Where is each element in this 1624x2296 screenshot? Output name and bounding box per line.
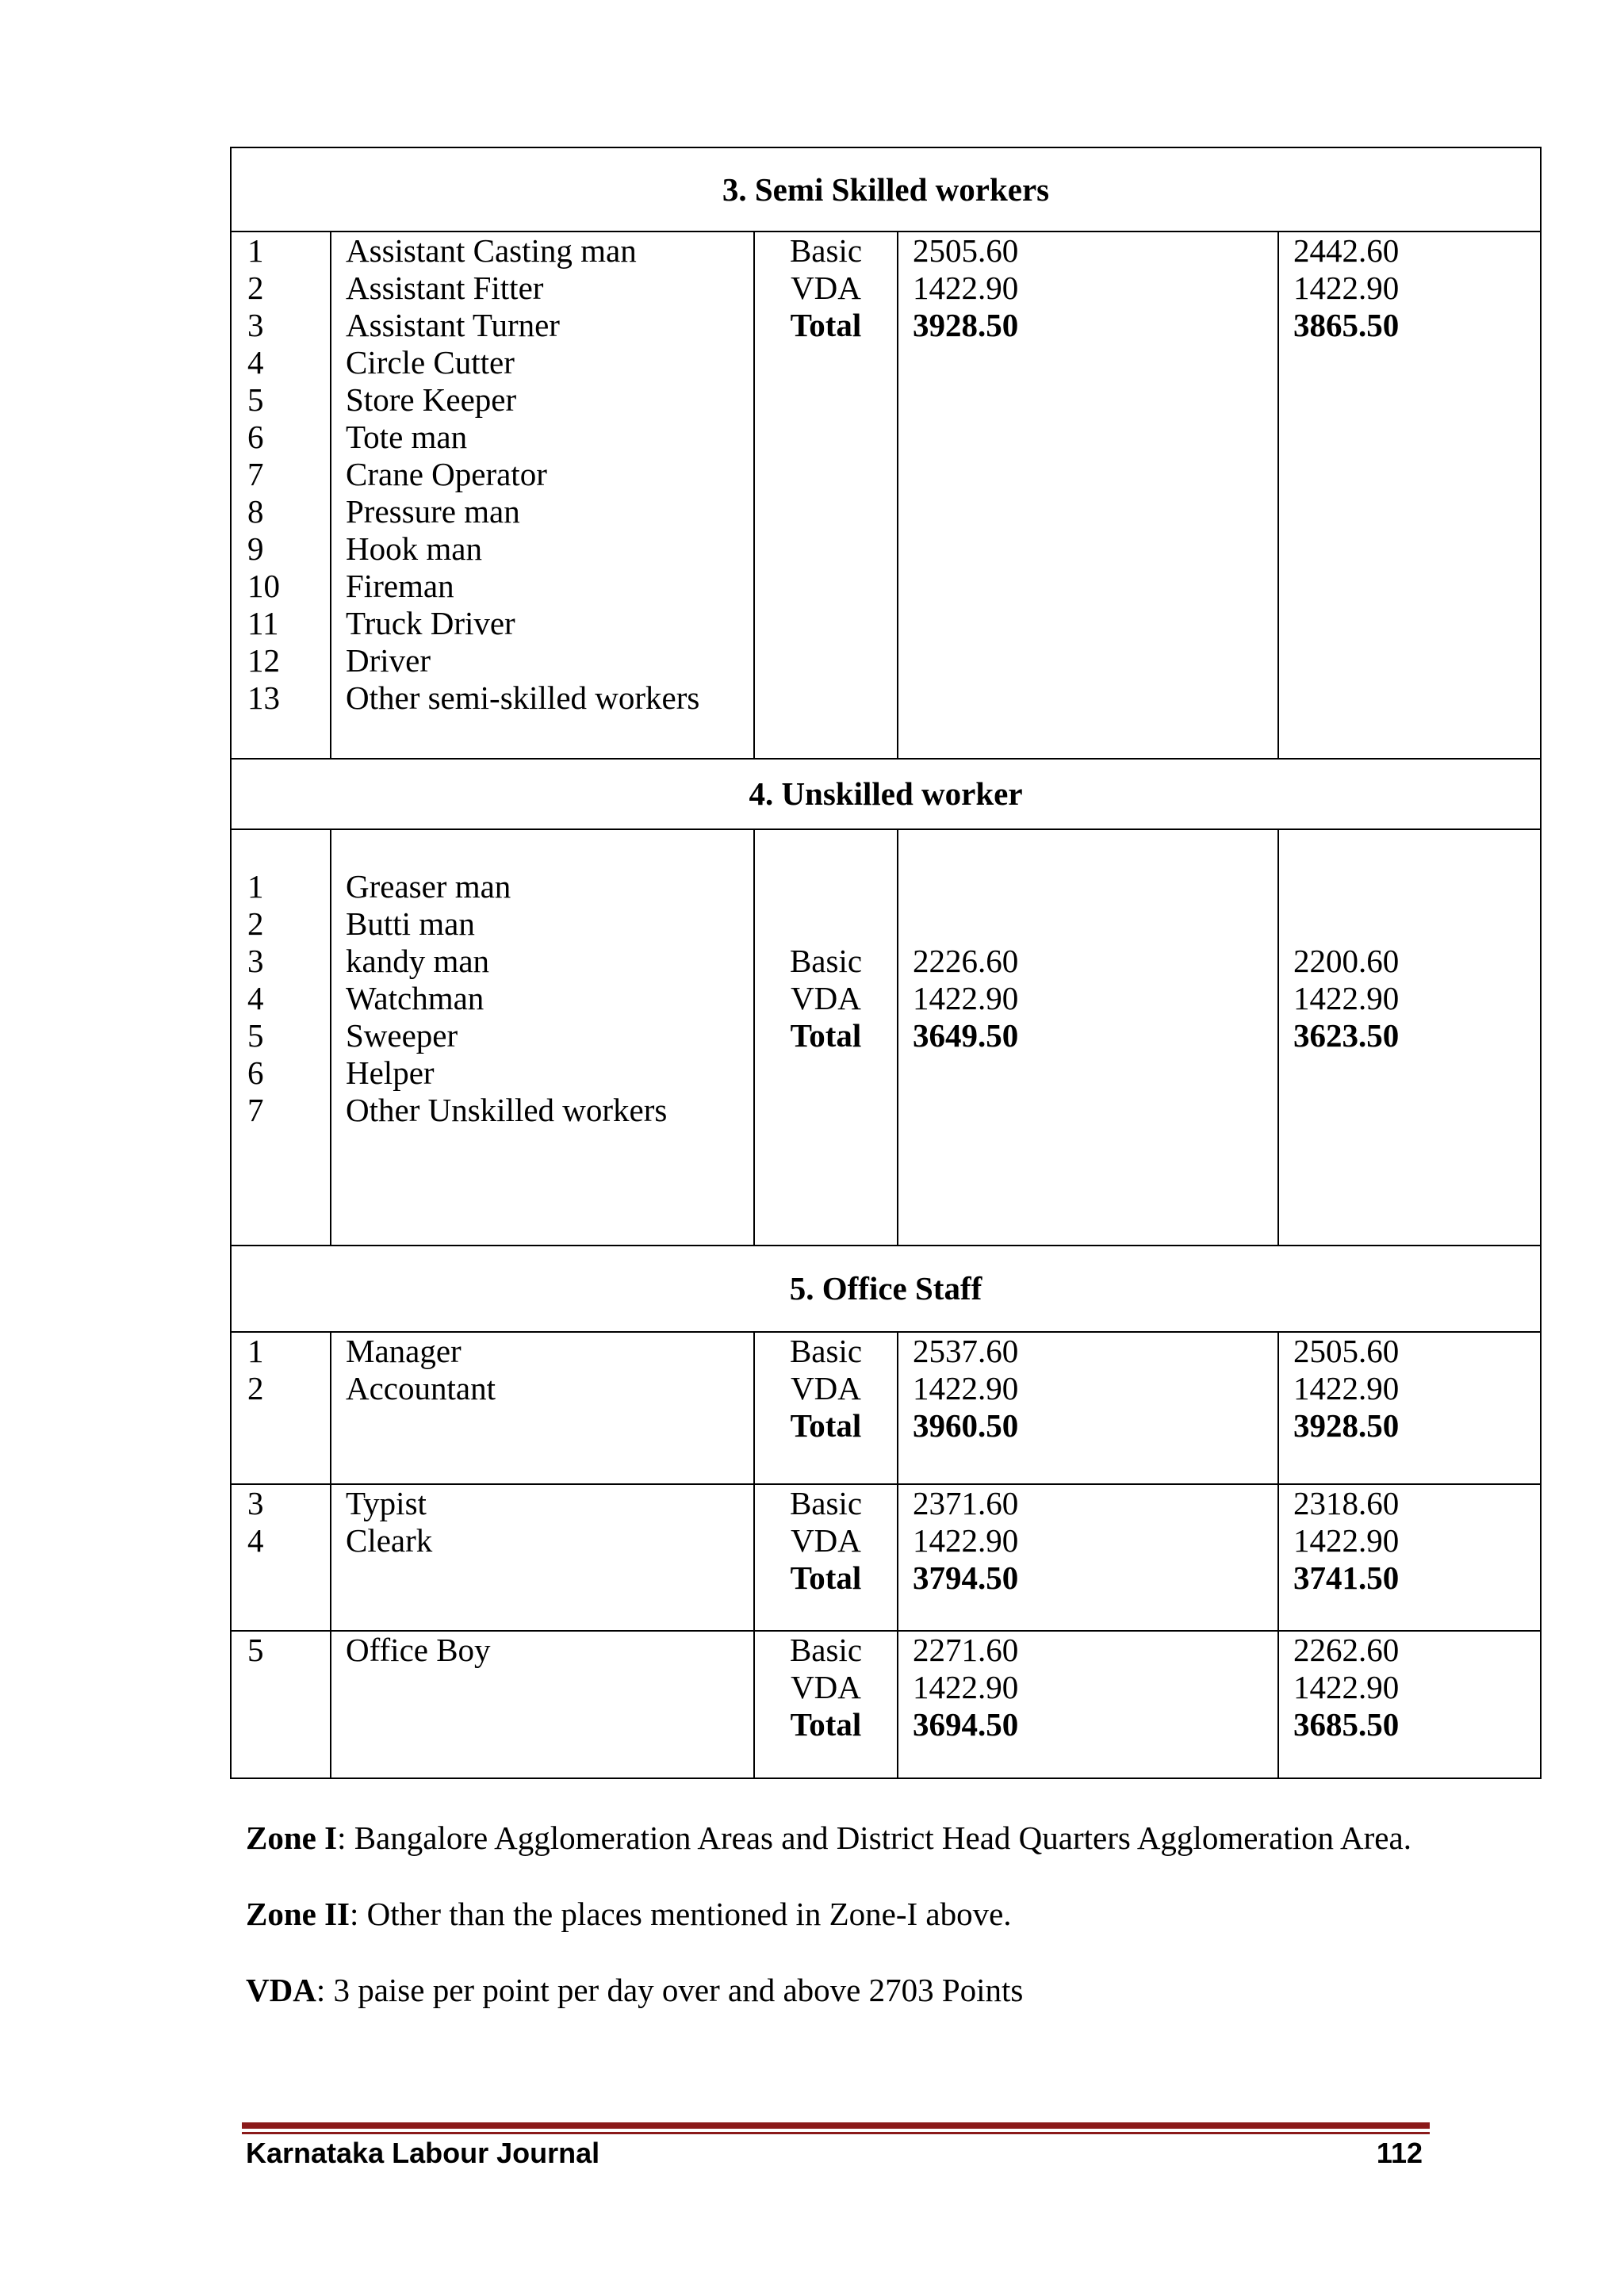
cell-line: 2505.60 [913,232,1019,269]
cell-line: 5 [247,1017,264,1054]
cell-line: Helper [346,1054,435,1091]
note-text: : Other than the places mentioned in Zone-I above. [350,1896,1012,1932]
cell-line: Hook man [346,530,482,567]
cell-line: Basic [789,1485,863,1521]
cell-line: 6 [247,419,264,455]
cell-line: VDA [791,980,861,1016]
cell-line: 11 [247,605,279,641]
cell-line: Assistant Turner [346,307,560,343]
cell-line: 13 [247,679,280,716]
designation-cell [331,1631,754,1778]
cell-line: 6 [247,1054,264,1091]
cell-line: 1 [247,1333,264,1369]
zone-i-note [246,1820,1411,1857]
section-title-unskilled: 4. Unskilled worker [231,759,1541,829]
cell-line: 1422.90 [1293,1669,1400,1705]
footer-divider-thin [242,2132,1430,2134]
cell-line: 4 [247,1522,264,1559]
note-text: : Bangalore Agglomeration Areas and District Head Quarters Agglomeration Area. [337,1820,1411,1856]
component-cell [754,232,898,759]
zone2-wage-cell [1278,1484,1541,1631]
cell-line: Fireman [346,568,454,604]
designation-cell [331,829,754,1246]
cell-line: Watchman [346,980,485,1016]
zone-ii-note [246,1896,1012,1933]
wage-table [230,147,1542,1779]
cell-line: 1422.90 [913,270,1019,306]
cell-line: 9 [247,530,264,567]
cell-line: Total [790,1017,862,1054]
cell-line: Tote man [346,419,468,455]
cell-line: 2537.60 [913,1333,1019,1369]
section-title-semi-skilled: 3. Semi Skilled workers [231,147,1541,232]
serial-number-cell [231,1484,331,1631]
serial-number-cell [231,1631,331,1778]
zone2-wage-cell [1278,1631,1541,1778]
cell-line: Butti man [346,905,475,942]
cell-line: 2 [247,270,264,306]
component-cell [754,1484,898,1631]
note-text: : 3 paise per point per day over and above 2703 Points [316,1972,1024,2008]
cell-line: VDA [791,1522,861,1559]
cell-line: Circle Cutter [346,344,515,381]
cell-line: Basic [789,1632,863,1668]
cell-line: Total [790,307,862,343]
section-header-row [231,1246,1541,1332]
cell-line: 1 [247,868,264,905]
section-header-row [231,759,1541,829]
vda-note [246,1972,1023,2009]
designation-cell [331,1332,754,1484]
cell-line: Other semi-skilled workers [346,679,700,716]
cell-line: Total [790,1559,862,1596]
cell-line: Total [790,1407,862,1444]
cell-line: 3928.50 [1293,1407,1400,1444]
cell-line: Pressure man [346,493,520,530]
note-label: Zone I [246,1820,338,1856]
cell-line: 4 [247,344,264,381]
table-row [231,829,1541,1246]
cell-line: 1422.90 [1293,270,1400,306]
cell-line: 2 [247,1370,264,1406]
cell-line: 2200.60 [1293,943,1400,979]
component-cell [754,1332,898,1484]
cell-line: VDA [791,270,861,306]
zone1-wage-cell [898,232,1278,759]
page-number: 112 [1376,2137,1423,2169]
cell-line: 5 [247,1632,264,1668]
cell-line: Greaser man [346,868,511,905]
cell-line: 3623.50 [1293,1017,1400,1054]
cell-line: 1422.90 [1293,1370,1400,1406]
zone2-wage-cell [1278,1332,1541,1484]
cell-line: 1422.90 [1293,1522,1400,1559]
cell-line: Sweeper [346,1017,458,1054]
cell-line: 3741.50 [1293,1559,1400,1596]
cell-line: 1 [247,232,264,269]
cell-line: Crane Operator [346,456,547,492]
cell-line: Driver [346,642,431,679]
note-label: VDA [246,1972,316,2008]
cell-line: 3928.50 [913,307,1019,343]
footer-divider [242,2122,1430,2129]
cell-line: Basic [789,232,863,269]
cell-line: 3694.50 [913,1706,1019,1743]
cell-line: 3649.50 [913,1017,1019,1054]
cell-line: 2505.60 [1293,1333,1400,1369]
cell-line: Basic [789,943,863,979]
cell-line: 2442.60 [1293,232,1400,269]
cell-line: VDA [791,1669,861,1705]
cell-line: 1422.90 [913,1522,1019,1559]
cell-line: 4 [247,980,264,1016]
cell-line: 2226.60 [913,943,1019,979]
serial-number-cell [231,1332,331,1484]
cell-line: 1422.90 [913,1669,1019,1705]
cell-line: 7 [247,1092,264,1128]
note-label: Zone II [246,1896,350,1932]
cell-line: 3685.50 [1293,1706,1400,1743]
cell-line: Assistant Fitter [346,270,544,306]
designation-cell [331,232,754,759]
serial-number-cell [231,829,331,1246]
cell-line: 1422.90 [913,980,1019,1016]
cell-line: 3960.50 [913,1407,1019,1444]
cell-line: Basic [789,1333,863,1369]
table-row [231,232,1541,759]
cell-line: 12 [247,642,280,679]
zone2-wage-cell [1278,829,1541,1246]
cell-line: kandy man [346,943,490,979]
component-cell [754,829,898,1246]
cell-line: VDA [791,1370,861,1406]
cell-line: 1422.90 [1293,980,1400,1016]
cell-line: 5 [247,381,264,418]
cell-line: Typist [346,1485,427,1521]
cell-line: 2318.60 [1293,1485,1400,1521]
section-title-office-staff: 5. Office Staff [231,1246,1541,1332]
cell-line: Total [790,1706,862,1743]
zone1-wage-cell [898,829,1278,1246]
cell-line: 7 [247,456,264,492]
cell-line: Cleark [346,1522,433,1559]
journal-title: Karnataka Labour Journal [246,2137,600,2169]
cell-line: 2271.60 [913,1632,1019,1668]
cell-line: Store Keeper [346,381,517,418]
cell-line: 2262.60 [1293,1632,1400,1668]
zone1-wage-cell [898,1484,1278,1631]
table-row [231,1484,1541,1631]
cell-line: 3 [247,943,264,979]
cell-line: 10 [247,568,280,604]
cell-line: Manager [346,1333,462,1369]
cell-line: Accountant [346,1370,496,1406]
zone1-wage-cell [898,1332,1278,1484]
cell-line: 3 [247,1485,264,1521]
cell-line: Office Boy [346,1632,491,1668]
cell-line: 3 [247,307,264,343]
cell-line: 3794.50 [913,1559,1019,1596]
cell-line: 1422.90 [913,1370,1019,1406]
table-row [231,1332,1541,1484]
cell-line: 8 [247,493,264,530]
zone1-wage-cell [898,1631,1278,1778]
zone2-wage-cell [1278,232,1541,759]
cell-line: 3865.50 [1293,307,1400,343]
table-row [231,1631,1541,1778]
cell-line: Assistant Casting man [346,232,637,269]
cell-line: Truck Driver [346,605,515,641]
designation-cell [331,1484,754,1631]
cell-line: 2 [247,905,264,942]
component-cell [754,1631,898,1778]
section-header-row [231,147,1541,232]
cell-line: 2371.60 [913,1485,1019,1521]
serial-number-cell [231,232,331,759]
cell-line: Other Unskilled workers [346,1092,668,1128]
